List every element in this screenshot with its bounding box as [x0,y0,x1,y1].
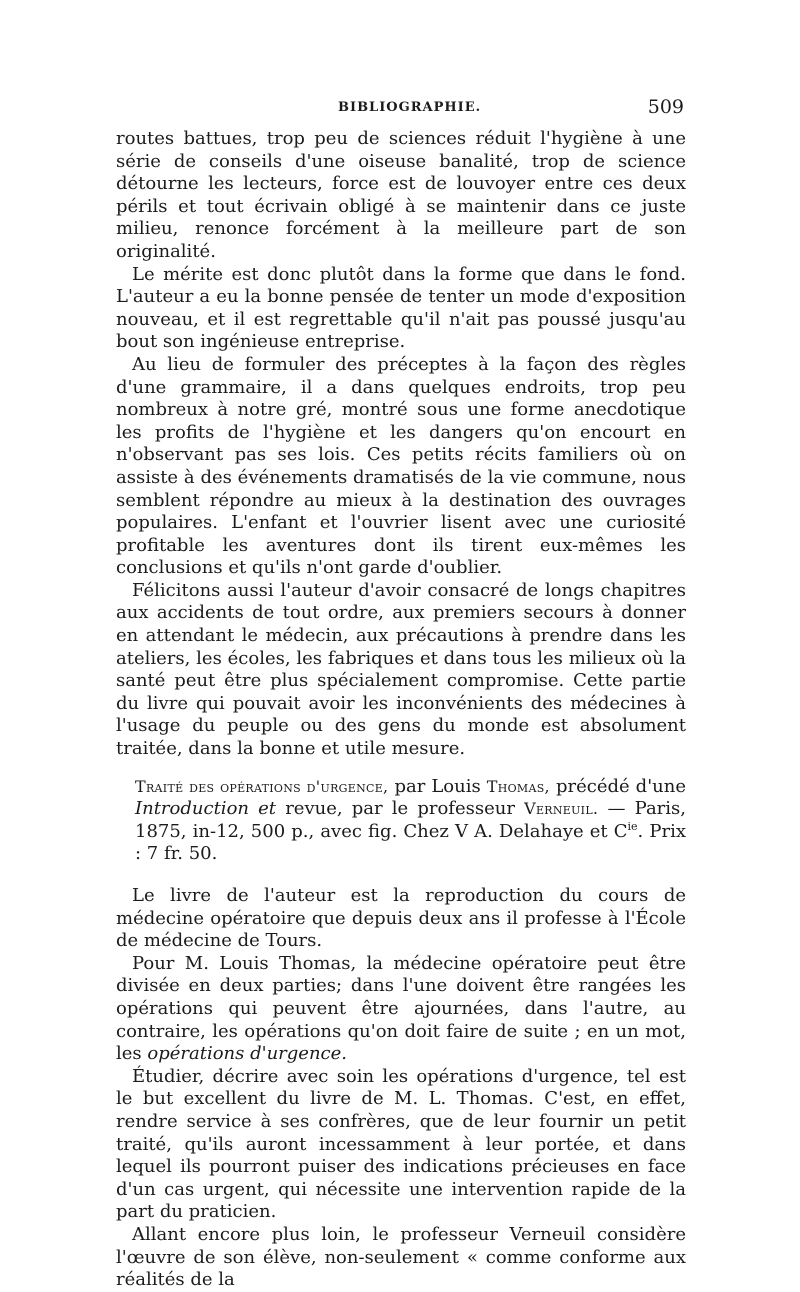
body-text [116,128,686,1292]
paragraph: Le mérite est donc plutôt dans la forme que dans le fond. L'auteur a eu la bonne pensée de tenter un mode d'exposition nouveau, et il est regrettable qu'il n'ait pas poussé jusqu'au bout son ingénieuse entreprise. [116,263,686,353]
paragraph-thomas-text: Pour M. Louis Thomas, la médecine opératoire peut être divisée en deux parties; dans l'une doivent être rangées les opérations qui peuvent être ajournées, dans l'autre, au contraire, les opérations qu'on doit faire de suite ; en un mot, les [116,952,686,1065]
review-author: Thomas, [486,776,550,796]
paragraph: routes battues, trop peu de sciences réduit l'hygiène à une série de conseils d'une oiseuse banalité, trop de science détourne les lecteurs, force est de louvoyer entre ces deux périls et tout écrivain obligé à se maintenir dans ce juste milieu, renonce forcément à la meilleure part de son originalité. [116,128,686,262]
paragraph: Étudier, décrire avec soin les opérations d'urgence, tel est le but excellent du livre de M. L. Thomas. C'est, en effet, rendre service à ses confrères, que de leur fournir un petit traité, qu'ils auront incessamment à leur portée, et dans lequel ils pourront puiser des indications précieuses en face d'un cas urgent, qui nécessite une intervention rapide de la part du praticien. [116,1065,686,1223]
emphasis-operations-urgence: opérations d'urgence. [147,1043,347,1065]
review-book-title: Traité des opérations d'urgence, [135,776,389,796]
review-introduction: Introduction et [135,798,277,820]
review-details: — Paris, 1875, in-12, 500 p., avec fig. Chez V A. Delahaye et C [135,798,686,842]
paragraph: Allant encore plus loin, le professeur Verneuil considère l'œuvre de son élève, non-seulement « comme conforme aux réalités de la [116,1223,686,1291]
running-title: BIBLIOGRAPHIE. [338,100,482,115]
review-price: . Prix : 7 fr. 50. [135,820,686,865]
review-revue: revue, par le professeur [276,798,525,820]
paragraph: Au lieu de formuler des préceptes à la façon des règles d'une grammaire, il a dans quelques endroits, trop peu nombreux à notre gré, montré sous une forme anecdotique les profits de l'hygiène et les dangers qu'on encourt en n'observant pas ses lois. Ces petits récits familiers où on assiste à des événements dramatisés de la vie commune, nous semblent répondre au mieux à la destination des ouvrages populaires. L'enfant et l'ouvrier lisent avec une curiosité profitable les aventures dont ils tirent eux-mêmes les conclusions et qu'ils n'ont garde d'oublier. [116,353,686,579]
paragraph: Félicitons aussi l'auteur d'avoir consacré de longs chapitres aux accidents de tout ordre, aux premiers secours à donner en attendant le médecin, aux précautions à prendre dans les ateliers, les écoles, les fabriques et dans tous les milieux où la santé peut être plus spécialement compromise. Cette partie du livre qui pouvait avoir les inconvénients des médecines à l'usage du peuple ou des gens du monde est absolument traitée, dans la bonne et utile mesure. [116,579,686,760]
paragraph: Le livre de l'auteur est la reproduction du cours de médecine opératoire que depuis deux ans il professe à l'École de médecine de Tours. [116,885,686,952]
page-header [116,96,686,120]
paragraph-thomas [116,953,686,1066]
review-preceded: précédé d'une [549,775,686,797]
review-sup: ie [627,819,638,833]
review-by: par Louis [388,775,487,797]
review-heading [116,776,686,866]
review-professor: Verneuil. [524,799,599,819]
page-number: 509 [647,96,684,118]
